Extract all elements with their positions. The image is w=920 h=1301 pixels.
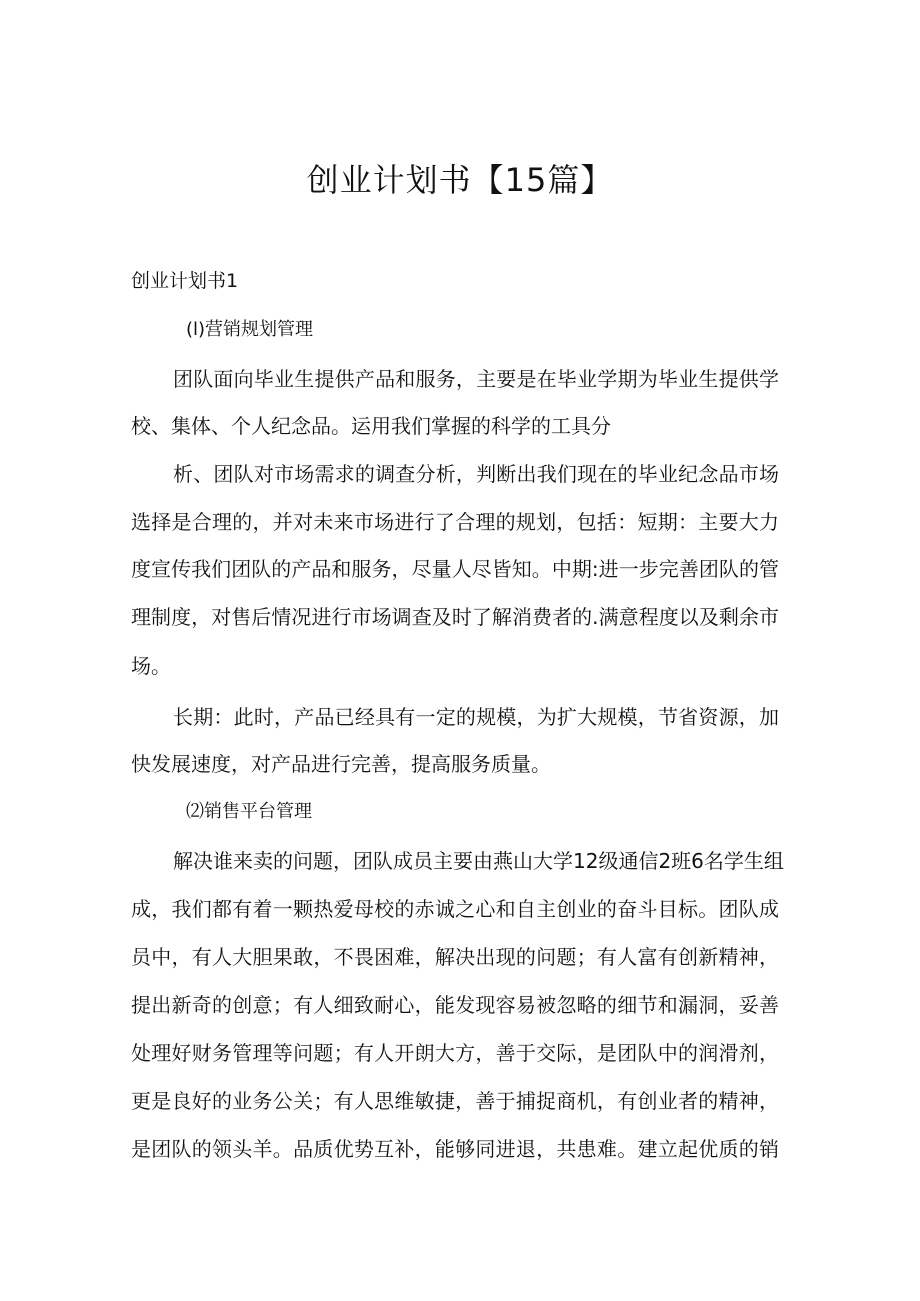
paragraph-line: 团队面向毕业生提供产品和服务，主要是在毕业学期为毕业生提供学 [173,367,779,391]
paragraph-line: 长期：此时，产品已经具有一定的规模，为扩大规模，节省资源，加 [173,705,779,729]
paragraph-line: 场。 [131,654,171,678]
paragraph-line: 理制度，对售后情况进行市场调查及时了解消费者的.满意程度以及剩余市 [131,605,779,629]
paragraph-line: 选择是合理的，并对未来市场进行了合理的规划，包括：短期：主要大力 [131,510,779,534]
paragraph-line: 处理好财务管理等问题；有人开朗大方，善于交际，是团队中的润滑剂， [131,1041,779,1065]
paragraph-line: 员中，有人大胆果敢，不畏困难，解决出现的问题；有人富有创新精神， [131,945,779,969]
paragraph-line: 度宣传我们团队的产品和服务，尽量人尽皆知。中期:进一步完善团队的管 [131,557,779,581]
paragraph-line: 是团队的领头羊。品质优势互补，能够同进退，共患难。建立起优质的销 [131,1137,779,1161]
subheading-sales-platform: ⑵销售平台管理 [186,801,312,822]
subheading-marketing: (l)营销规划管理 [186,319,314,340]
paragraph-line: 成，我们都有着一颗热爱母校的赤诚之心和自主创业的奋斗目标。团队成 [131,897,779,921]
paragraph-line: 提出新奇的创意；有人细致耐心，能发现容易被忽略的细节和漏洞，妥善 [131,993,779,1017]
paragraph-line: 解决谁来卖的问题，团队成员主要由燕山大学12级通信2班6名学生组 [173,849,784,873]
paragraph-line: 析、团队对市场需求的调查分析，判断出我们现在的毕业纪念品市场 [173,462,779,486]
paragraph-line: 校、集体、个人纪念品。运用我们掌握的科学的工具分 [131,414,611,438]
paragraph-line: 快发展速度，对产品进行完善，提高服务质量。 [131,752,551,776]
document-title: 创业计划书【15篇】 [306,161,614,199]
section-heading: 创业计划书1 [131,270,239,292]
paragraph-line: 更是良好的业务公关；有人思维敏捷，善于捕捉商机，有创业者的精神， [131,1089,779,1113]
